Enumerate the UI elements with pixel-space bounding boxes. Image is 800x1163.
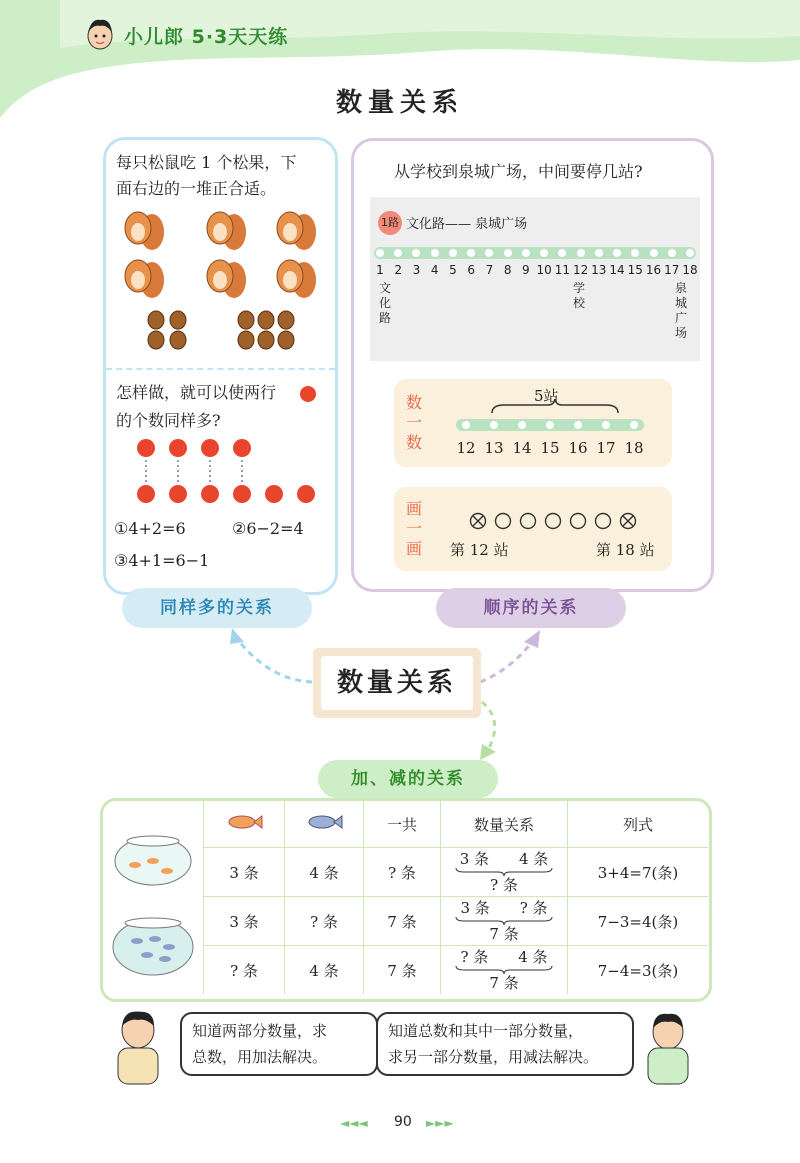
apple-icon: [233, 485, 251, 503]
count-number: 16: [568, 439, 588, 457]
squirrel-icon: [277, 260, 316, 298]
equation-3: ③4+1=6−1: [114, 551, 210, 570]
station-dot: [686, 249, 694, 257]
route-name: 文化路—— 泉城广场: [406, 217, 528, 232]
circle-icon: [496, 514, 511, 529]
apple-icon: [137, 439, 155, 457]
cell-relation: [441, 848, 568, 897]
cell-orange: 3 条: [204, 848, 285, 897]
blue-fish-icon: [304, 812, 344, 832]
station-number: 7: [485, 263, 494, 277]
bus-route-board: [370, 197, 700, 361]
station-dot: [522, 249, 530, 257]
table-row: [204, 946, 709, 995]
station-number: 10: [536, 263, 552, 277]
bubble-subtraction-line2: 求另一部分数量，用减法解决。: [388, 1048, 599, 1066]
page-number: 90: [394, 1114, 412, 1130]
station-number: 6: [467, 263, 475, 277]
draw-side-label: 画一画: [405, 499, 422, 558]
count-number: 12: [456, 439, 476, 457]
station-dot: [376, 249, 384, 257]
rel-total: 7 条: [489, 925, 519, 943]
header-relation: 数量关系: [441, 801, 568, 848]
label-order-relation: 顺序的关系: [436, 588, 626, 628]
cell-blue: ? 条: [285, 897, 364, 946]
divider: [106, 368, 335, 370]
circle-icon: [521, 514, 536, 529]
cell-total: 7 条: [364, 946, 441, 995]
crossed-circle-icon: [471, 514, 486, 529]
count-number: 17: [596, 439, 616, 457]
apple-icon: [137, 485, 155, 503]
squirrel-icon: [277, 212, 316, 250]
station-dot: [485, 249, 493, 257]
rel-part-b: 4 条: [519, 850, 549, 868]
footer-left-arrows: ◄◄◄: [340, 1116, 368, 1130]
bubble-addition-line2: 总数，用加法解决。: [192, 1048, 328, 1066]
rel-total: ? 条: [490, 876, 518, 894]
orange-fish-icon: [224, 812, 264, 832]
count-number: 14: [512, 439, 532, 457]
page-title: 数量关系: [335, 88, 464, 118]
fishbowls-figure: [107, 831, 199, 991]
draw-box: [394, 487, 672, 571]
draw-start-label: 第 12 站: [450, 541, 509, 559]
bubble-subtraction: [376, 1012, 634, 1076]
header-total: 一共: [364, 801, 441, 848]
apple-icon: [265, 485, 283, 503]
station-number: 9: [522, 263, 530, 277]
rel-part-a: 3 条: [459, 850, 489, 868]
squirrel-icon: [207, 212, 246, 250]
rel-part-a: ? 条: [460, 948, 489, 966]
squirrel-question-line2: 面右边的一堆正合适。: [116, 179, 277, 198]
station-number: 18: [682, 263, 698, 277]
rel-brace: [454, 917, 554, 925]
rel-part-b: 4 条: [518, 948, 548, 966]
count-brace: [490, 399, 620, 415]
cell-formula: 7−3=4(条): [568, 897, 709, 946]
station-dots: [374, 247, 696, 259]
count-dot: [462, 421, 470, 429]
count-number: 13: [484, 439, 504, 457]
route-badge: 1路: [378, 211, 402, 235]
footer-right-arrows: ►►►: [426, 1116, 454, 1130]
cell-orange: 3 条: [204, 897, 285, 946]
bubble-addition: [180, 1012, 378, 1076]
draw-circles: [468, 511, 648, 531]
draw-end-label: 第 18 站: [596, 541, 655, 559]
station-dot: [467, 249, 475, 257]
pinecone-icon: [170, 311, 186, 329]
station-dot: [449, 249, 457, 257]
station-number: 5: [449, 263, 457, 277]
apple-icon: [233, 439, 251, 457]
station-number: 1: [376, 263, 384, 277]
station-dot: [668, 249, 676, 257]
table-row: [204, 848, 709, 897]
rel-part-b: ? 条: [519, 899, 548, 917]
cell-formula: 7−4=3(条): [568, 946, 709, 995]
count-box: [394, 379, 672, 467]
squirrel-icon: [207, 260, 246, 298]
addsub-table: [203, 801, 708, 994]
squirrel-question-line1: 每只松鼠吃 1 个松果，下: [116, 153, 297, 172]
station-number: 15: [627, 263, 643, 277]
station-dot: [394, 249, 402, 257]
label-addsub-relation: 加、减的关系: [318, 760, 498, 798]
boy-right-illustration: [636, 1008, 702, 1086]
crossed-circle-icon: [621, 514, 636, 529]
apple-question-line1: 怎样做，就可以使两行: [116, 383, 277, 402]
panel-order-relation: [351, 138, 714, 592]
count-number: 15: [540, 439, 560, 457]
table-row: [204, 897, 709, 946]
pinecone-icon: [258, 311, 274, 329]
cell-blue: 4 条: [285, 848, 364, 897]
count-dots: [456, 419, 644, 431]
brand-logo-text: 小儿郎 5·3天天练: [124, 26, 289, 48]
cell-blue: 4 条: [285, 946, 364, 995]
cell-formula: 3+4=7(条): [568, 848, 709, 897]
cell-total: ? 条: [364, 848, 441, 897]
header-orange-fish: [204, 801, 285, 848]
count-dot: [574, 421, 582, 429]
rel-brace: [454, 966, 554, 974]
pinecone-icon: [170, 331, 186, 349]
apple-icon: [169, 439, 187, 457]
station-dot: [412, 249, 420, 257]
station-dot: [431, 249, 439, 257]
cell-total: 7 条: [364, 897, 441, 946]
circle-icon: [571, 514, 586, 529]
table-header-row: [204, 801, 709, 848]
pinecone-icon: [238, 331, 254, 349]
squirrel-icon: [125, 212, 164, 250]
station-number: 3: [412, 263, 421, 277]
apple-icon: [169, 485, 187, 503]
pinecone-icon: [148, 311, 164, 329]
station-dot: [577, 249, 585, 257]
center-concept-label: 数量关系: [321, 656, 473, 710]
station-number: 2: [394, 263, 403, 277]
apple-question-line2: 的个数同样多?: [116, 411, 221, 430]
pinecone-icon: [238, 311, 254, 329]
count-dot: [546, 421, 554, 429]
rel-total: 7 条: [489, 974, 519, 992]
pinecone-icon: [278, 311, 294, 329]
label-start-station: 文化路: [378, 281, 391, 325]
pinecone-icon: [278, 331, 294, 349]
station-number: 17: [664, 263, 680, 277]
station-dot: [631, 249, 639, 257]
bubble-subtraction-line1: 知道总数和其中一部分数量，: [388, 1022, 584, 1040]
station-number: 4: [430, 263, 439, 277]
station-number: 8: [503, 263, 512, 277]
apple-icon: [297, 485, 315, 503]
station-number: 13: [591, 263, 607, 277]
count-dot: [518, 421, 526, 429]
station-number: 14: [609, 263, 625, 277]
header-blue-fish: [285, 801, 364, 848]
station-dot: [613, 249, 621, 257]
label-end-station: 泉城广场: [674, 281, 687, 340]
mascot-avatar: [82, 14, 118, 54]
bubble-addition-line1: 知道两部分数量，求: [192, 1022, 328, 1040]
pinecone-icon: [258, 331, 274, 349]
header-formula: 列式: [568, 801, 709, 848]
rel-brace: [454, 868, 554, 876]
count-brace-label: 5站: [534, 387, 559, 405]
apple-icon: [300, 386, 316, 402]
panel-same-relation: [103, 137, 338, 595]
count-side-label: 数一数: [405, 393, 422, 452]
station-number: 11: [554, 263, 570, 277]
addsub-table-panel: [100, 798, 712, 1002]
count-dot: [602, 421, 610, 429]
station-dot: [504, 249, 512, 257]
boy-left-illustration: [104, 1006, 174, 1086]
apples-figure: [106, 436, 335, 516]
bus-question: 从学校到泉城广场，中间要停几站?: [394, 162, 643, 181]
circle-icon: [596, 514, 611, 529]
rel-part-a: 3 条: [460, 899, 490, 917]
squirrels-pinecones-figure: [106, 206, 335, 376]
pinecone-icon: [148, 331, 164, 349]
count-number: 18: [624, 439, 644, 457]
label-same-relation: 同样多的关系: [122, 588, 312, 628]
station-dot: [650, 249, 658, 257]
apple-icon: [201, 439, 219, 457]
cell-orange: ? 条: [204, 946, 285, 995]
center-concept-box: [313, 648, 481, 718]
station-number: 16: [645, 263, 662, 277]
label-school: 学校: [572, 281, 585, 310]
count-dot: [490, 421, 498, 429]
station-dot: [595, 249, 603, 257]
station-dot: [540, 249, 548, 257]
equation-1: ①4+2=6: [114, 519, 186, 538]
station-number: 12: [572, 263, 589, 277]
apple-icon: [201, 485, 219, 503]
cell-relation: [441, 946, 568, 995]
station-numbers: [370, 263, 700, 279]
station-dot: [558, 249, 566, 257]
circle-icon: [546, 514, 561, 529]
cell-relation: [441, 897, 568, 946]
equation-2: ②6−2=4: [232, 519, 304, 538]
squirrel-icon: [125, 260, 164, 298]
count-dot: [630, 421, 638, 429]
